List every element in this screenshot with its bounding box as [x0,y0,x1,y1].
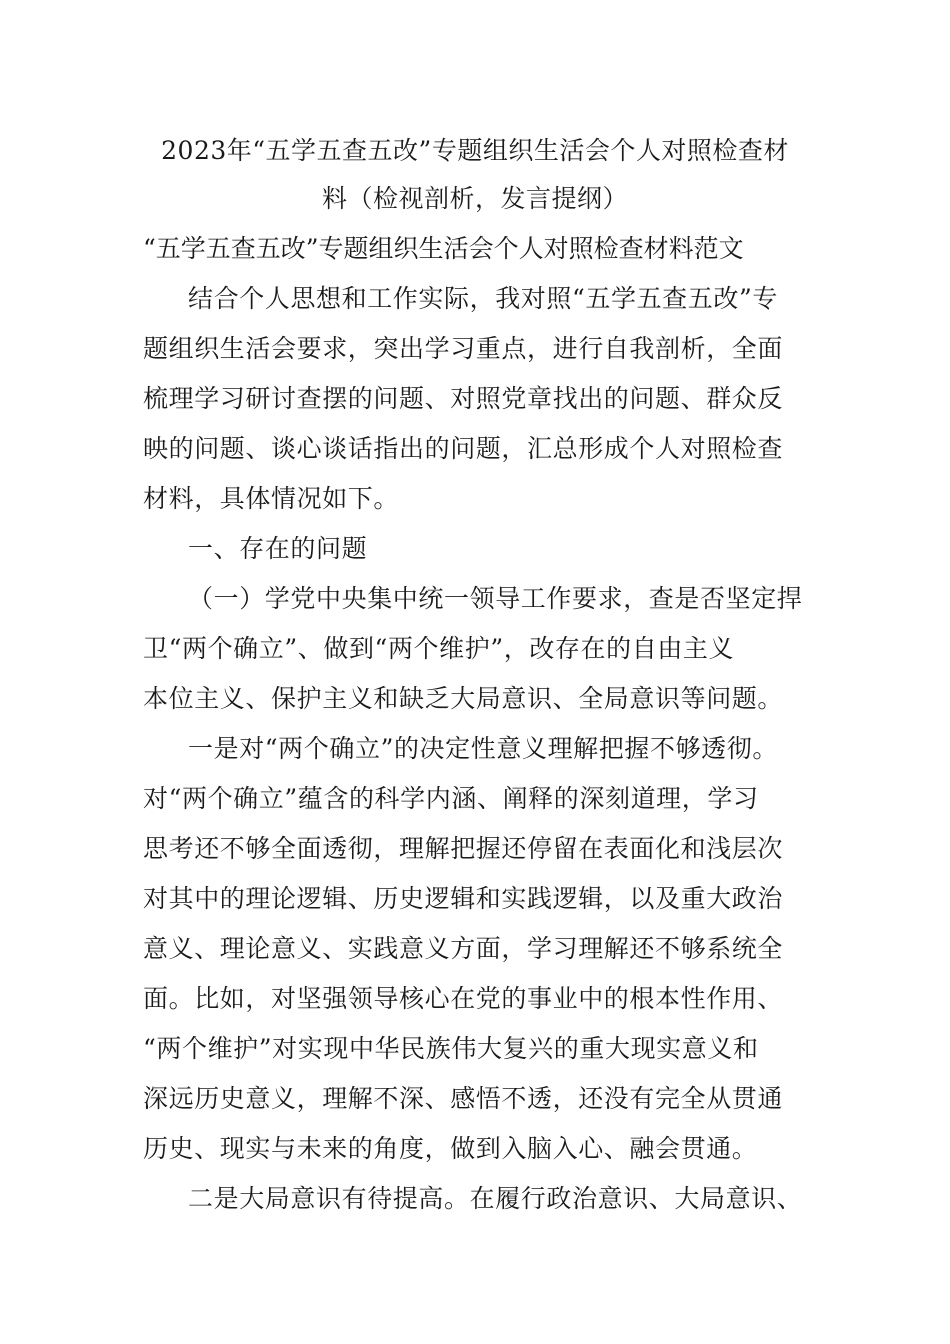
body-line: （一）学党中央集中统一领导工作要求，查是否坚定捍 [188,584,803,613]
document-title-line-2: 料（检视剖析，发言提纲） [321,184,628,213]
body-line: 梳理学习研讨查摆的问题、对照党章找出的问题、群众反 [143,384,784,413]
body-line: 二是大局意识有待提高。在履行政治意识、大局意识、 [188,1184,803,1213]
body-line: 深远历史意义，理解不深、感悟不透，还没有完全从贯通 [143,1084,784,1113]
body-line: 结合个人思想和工作实际，我对照“五学五查五改”专 [188,284,778,313]
body-line: 材料，具体情况如下。 [143,484,400,513]
body-line: 历史、现实与未来的角度，做到入脑入心、融会贯通。 [143,1134,758,1163]
body-line: 卫“两个确立”、做到“两个维护”，改存在的自由主义 [143,634,735,663]
body-line: “两个维护”对实现中华民族伟大复兴的重大现实意义和 [143,1034,759,1063]
body-line: 映的问题、谈心谈话指出的问题，汇总形成个人对照检查 [143,434,784,463]
body-line: 对其中的理论逻辑、历史逻辑和实践逻辑，以及重大政治 [143,884,784,913]
body-line: 对“两个确立”蕴含的科学内涵、阐释的深刻道理，学习 [143,784,759,813]
body-line: 本位主义、保护主义和缺乏大局意识、全局意识等问题。 [143,684,784,713]
document-subtitle: “五学五查五改”专题组织生活会个人对照检查材料范文 [143,234,744,263]
section-heading: 一、存在的问题 [188,534,368,563]
body-line: 题组织生活会要求，突出学习重点，进行自我剖析，全面 [143,334,784,363]
body-line: 意义、理论意义、实践意义方面，学习理解还不够系统全 [143,934,784,963]
body-line: 一是对“两个确立”的决定性意义理解把握不够透彻。 [188,734,778,763]
document-title-line-1: 2023年“五学五查五改”专题组织生活会个人对照检查材 [161,136,789,165]
body-line: 面。比如，对坚强领导核心在党的事业中的根本性作用、 [143,984,784,1013]
body-line: 思考还不够全面透彻，理解把握还停留在表面化和浅层次 [143,834,784,863]
